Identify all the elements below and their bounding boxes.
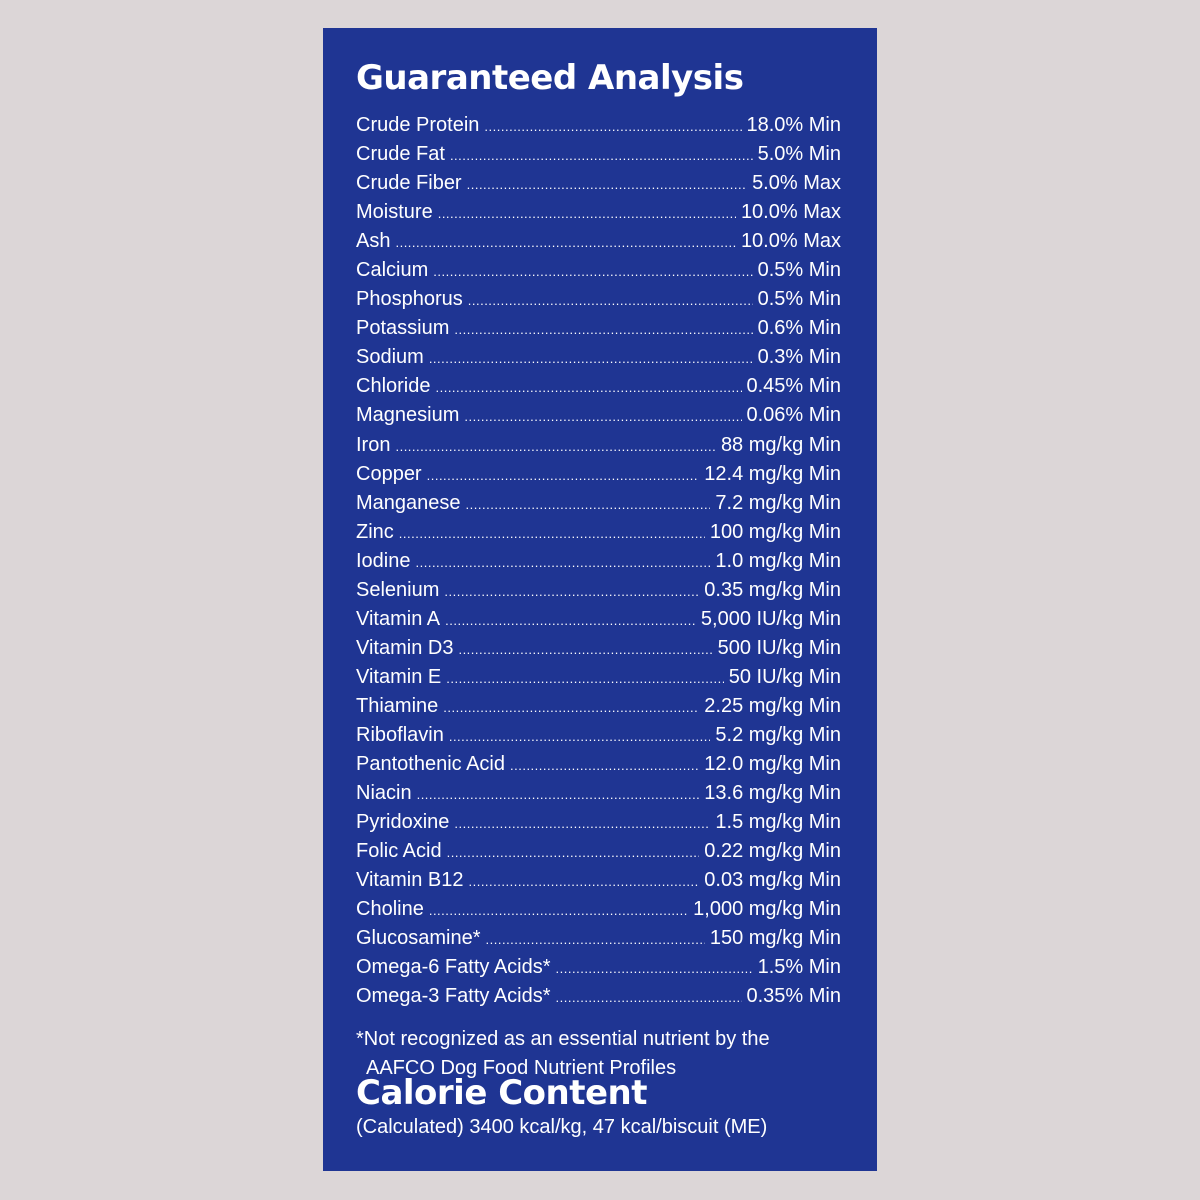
nutrient-name: Iodine [356, 549, 411, 572]
dot-leader [468, 867, 699, 896]
nutrient-value: 0.5% Min [757, 288, 841, 311]
analysis-row [356, 924, 841, 953]
analysis-panel [323, 28, 877, 1171]
nutrient-name: Iron [356, 433, 391, 456]
nutrient-name: Vitamin D3 [356, 636, 454, 659]
dot-leader [416, 548, 711, 577]
nutrient-value: 18.0% Min [746, 114, 841, 136]
dot-leader [444, 577, 699, 606]
nutrient-name: Omega-6 Fatty Acids* [356, 956, 551, 979]
analysis-row [356, 605, 841, 634]
nutrient-value: 100 mg/kg Min [709, 520, 841, 543]
analysis-row [356, 227, 841, 256]
dot-leader [450, 141, 753, 170]
nutrient-name: Ash [356, 230, 391, 253]
nutrient-value: 1,000 mg/kg Min [693, 898, 841, 921]
nutrient-value: 150 mg/kg Min [709, 927, 841, 950]
dot-leader [447, 838, 700, 867]
analysis-row [356, 982, 841, 1011]
nutrient-value: 0.03 mg/kg Min [704, 869, 841, 892]
nutrient-name: Choline [356, 898, 424, 921]
analysis-row [356, 953, 841, 982]
nutrient-value: 10.0% Max [740, 201, 841, 224]
dot-leader [454, 809, 710, 838]
dot-leader [399, 519, 705, 548]
nutrient-name: Vitamin A [356, 607, 441, 630]
analysis-row [356, 663, 841, 692]
dot-leader [449, 722, 711, 751]
dot-leader [446, 664, 724, 693]
analysis-row [356, 401, 841, 430]
nutrient-name: Crude Protein [356, 114, 480, 136]
nutrient-name: Omega-3 Fatty Acids* [356, 985, 551, 1008]
nutrient-value: 50 IU/kg Min [728, 665, 841, 688]
dot-leader [435, 373, 741, 402]
nutrient-value: 10.0% Max [740, 230, 841, 253]
analysis-table [356, 111, 841, 1011]
dot-leader [510, 751, 699, 780]
dot-leader [466, 490, 711, 519]
dot-leader [467, 170, 747, 199]
nutrient-name: Pyridoxine [356, 811, 450, 834]
nutrient-value: 5.2 mg/kg Min [715, 723, 841, 746]
nutrient-value: 7.2 mg/kg Min [715, 491, 841, 514]
guaranteed-analysis-title: Guaranteed Analysis [356, 58, 744, 98]
dot-leader [468, 286, 753, 315]
analysis-row [356, 372, 841, 401]
analysis-row [356, 895, 841, 924]
nutrient-name: Chloride [356, 375, 431, 398]
nutrient-name: Crude Fiber [356, 172, 462, 195]
analysis-row [356, 808, 841, 837]
nutrient-value: 0.5% Min [757, 259, 841, 282]
nutrient-name: Copper [356, 462, 422, 485]
dot-leader [395, 228, 735, 257]
nutrient-value: 0.3% Min [757, 346, 841, 369]
nutrient-value: 1.0 mg/kg Min [715, 549, 841, 572]
nutrient-value: 0.35 mg/kg Min [704, 578, 841, 601]
dot-leader [433, 257, 752, 286]
analysis-row [356, 460, 841, 489]
analysis-row [356, 169, 841, 198]
analysis-row [356, 431, 841, 460]
nutrient-name: Vitamin E [356, 665, 442, 688]
analysis-row [356, 866, 841, 895]
nutrient-name: Calcium [356, 259, 429, 282]
nutrient-value: 0.6% Min [757, 317, 841, 340]
nutrient-name: Moisture [356, 201, 433, 224]
analysis-row [356, 518, 841, 547]
nutrient-value: 0.45% Min [746, 375, 841, 398]
nutrient-value: 500 IU/kg Min [717, 636, 841, 659]
nutrient-name: Selenium [356, 578, 440, 601]
analysis-row [356, 634, 841, 663]
nutrient-name: Glucosamine* [356, 927, 481, 950]
nutrient-name: Zinc [356, 520, 394, 543]
nutrient-value: 0.06% Min [746, 404, 841, 427]
dot-leader [417, 780, 700, 809]
nutrient-value: 2.25 mg/kg Min [704, 694, 841, 717]
nutrient-name: Pantothenic Acid [356, 753, 505, 776]
nutrient-name: Magnesium [356, 404, 460, 427]
dot-leader [443, 693, 699, 722]
nutrient-value: 5,000 IU/kg Min [700, 607, 841, 630]
dot-leader [438, 199, 736, 228]
analysis-row [356, 547, 841, 576]
nutrient-name: Vitamin B12 [356, 869, 464, 892]
nutrient-name: Potassium [356, 317, 450, 340]
analysis-row [356, 111, 841, 140]
nutrient-name: Manganese [356, 491, 461, 514]
nutrient-name: Riboflavin [356, 723, 444, 746]
dot-leader [429, 896, 688, 925]
dot-leader [556, 954, 753, 983]
dot-leader [556, 983, 742, 1012]
nutrient-value: 0.35% Min [746, 985, 841, 1008]
dot-leader [464, 402, 741, 431]
dot-leader [445, 606, 696, 635]
calorie-content-text: (Calculated) 3400 kcal/kg, 47 kcal/biscuit (ME) [356, 1116, 768, 1138]
dot-leader [429, 344, 753, 373]
analysis-row [356, 692, 841, 721]
nutrient-value: 12.0 mg/kg Min [704, 753, 841, 776]
analysis-row [356, 285, 841, 314]
analysis-row [356, 343, 841, 372]
dot-leader [458, 635, 712, 664]
nutrient-value: 5.0% Max [752, 172, 841, 195]
analysis-row [356, 779, 841, 808]
nutrient-value: 1.5% Min [757, 956, 841, 979]
calorie-content-title: Calorie Content [356, 1073, 648, 1113]
analysis-row [356, 256, 841, 285]
nutrient-name: Crude Fat [356, 143, 445, 166]
nutrient-name: Phosphorus [356, 288, 463, 311]
footnote-line-1: *Not recognized as an essential nutrient by the [356, 1028, 770, 1050]
analysis-row [356, 721, 841, 750]
nutrient-name: Thiamine [356, 694, 439, 717]
dot-leader [427, 461, 700, 490]
nutrient-value: 1.5 mg/kg Min [715, 811, 841, 834]
footnote-line-2: AAFCO Dog Food Nutrient Profiles [366, 1057, 677, 1079]
analysis-row [356, 576, 841, 605]
nutrient-value: 88 mg/kg Min [720, 433, 841, 456]
nutrient-name: Folic Acid [356, 840, 442, 863]
analysis-row [356, 837, 841, 866]
analysis-row [356, 198, 841, 227]
dot-leader [395, 432, 715, 461]
analysis-row [356, 140, 841, 169]
analysis-row [356, 314, 841, 343]
nutrient-value: 5.0% Min [757, 143, 841, 166]
dot-leader [454, 315, 752, 344]
nutrient-value: 12.4 mg/kg Min [704, 462, 841, 485]
nutrient-name: Sodium [356, 346, 424, 369]
analysis-row [356, 750, 841, 779]
nutrient-name: Niacin [356, 782, 412, 805]
dot-leader [484, 112, 741, 141]
dot-leader [486, 925, 705, 954]
nutrient-value: 0.22 mg/kg Min [704, 840, 841, 863]
analysis-row [356, 489, 841, 518]
nutrient-value: 13.6 mg/kg Min [704, 782, 841, 805]
